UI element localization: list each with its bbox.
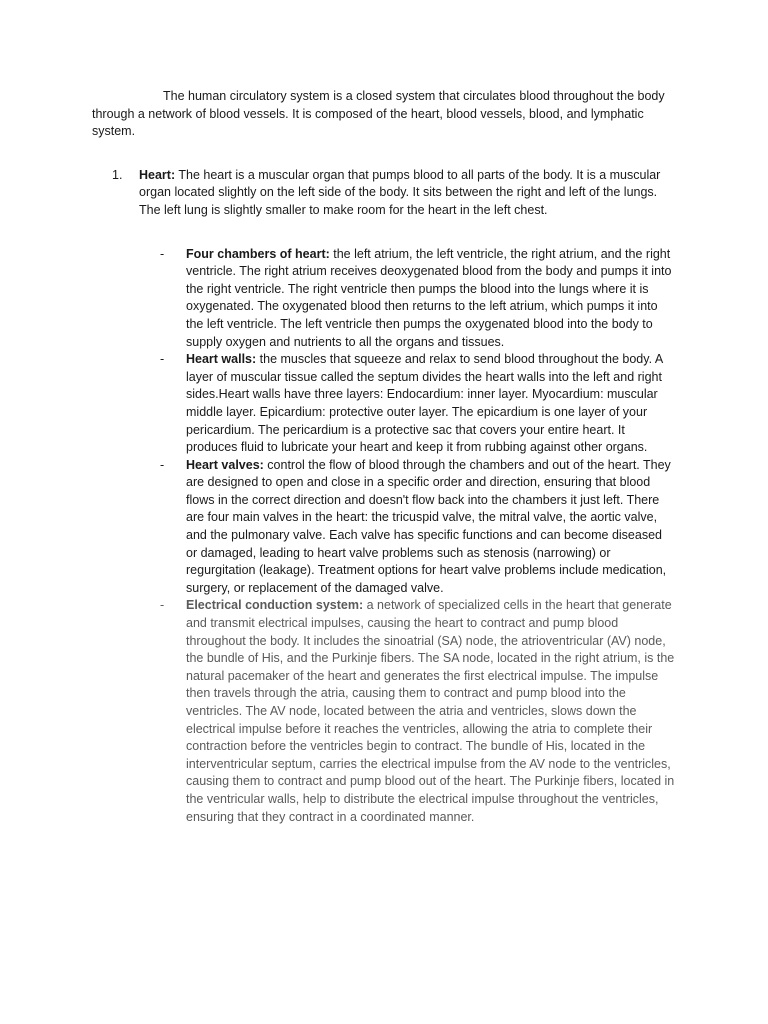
bullet-title-electrical: Electrical conduction system:: [186, 598, 364, 613]
numbered-item-heart: [92, 167, 676, 220]
bullet-text-electrical: a network of specialized cells in the heart that generate and transmit electrical impulses, causing the heart to contract and pump blood throughout the body. It includes the sinoatrial (SA) node, the atrioventricular (AV) node, the bundle of His, and the Purkinje fibers. The SA node, located in the right atrium, is the natural pacemaker of the heart and generates the first electrical impulse. The impulse then travels through the atria, causing them to contract and pump blood into the ventricles. The AV node, located between the atria and ventricles, slows down the electrical impulse before it reaches the ventricles, allowing the atria to complete their contraction before the ventricles begin to contract. The bundle of His, located in the interventricular septum, carries the electrical impulse from the AV node to the ventricles, causing them to contract and pump blood out of the heart. The Purkinje fibers, located in the ventricular walls, help to distribute the electrical impulse throughout the ventricles, ensuring that they contract in a coordinated manner.: [186, 598, 675, 824]
item-text-heart: The heart is a muscular organ that pumps blood to all parts of the body. It is a muscular organ located slightly on the left side of the body. It sits between the right and left of the lungs. The left lung is slightly smaller to make room for the heart in the left chest.: [139, 167, 661, 217]
bullet-text-valves: control the flow of blood through the chambers and out of the heart. They are designed to open and close in a specific order and direction, ensuring that blood flows in the correct direction and doesn't flow back into the chambers it just left. There are four main valves in the heart: the tricuspid valve, the mitral valve, the aortic valve, and the pulmonary valve. Each valve has specific functions and can become diseased or damaged, leading to heart valve problems such as stenosis (narrowing) or regurgitation (leakage). Treatment options for heart valve problems include medication, surgery, or replacement of the damaged valve.: [186, 457, 671, 595]
bullet-list: [92, 246, 676, 827]
bullet-dash: -: [160, 598, 165, 613]
bullet-dash: -: [160, 457, 165, 472]
bullet-title-chambers: Four chambers of heart:: [186, 246, 330, 261]
bullet-item-electrical: [160, 597, 676, 826]
item-number: 1.: [112, 167, 123, 182]
bullet-text-walls: the muscles that squeeze and relax to send blood throughout the body. A layer of muscular tissue called the septum divides the heart walls into the left and right sides.Heart walls have three layers: Endocardium: inner layer. Myocardium: muscular middle layer. Epicardium: protective outer layer. The epicardium is one layer of your pericardium. The pericardium is a protective sac that covers your entire heart. It produces fluid to lubricate your heart and keep it from rubbing against other organs.: [186, 352, 663, 455]
bullet-item-valves: [160, 457, 676, 598]
intro-paragraph: The human circulatory system is a closed system that circulates blood throughout the body through a network of blood vessels. It is composed of the heart, blood vessels, blood, and lymphatic system.: [92, 89, 665, 139]
bullet-title-valves: Heart valves:: [186, 457, 264, 472]
bullet-item-chambers: [160, 246, 676, 352]
bullet-dash: -: [160, 352, 165, 367]
bullet-item-walls: [160, 351, 676, 457]
item-title-heart: Heart:: [139, 167, 176, 182]
bullet-title-walls: Heart walls:: [186, 352, 257, 367]
bullet-text-chambers: the left atrium, the left ventricle, the right atrium, and the right ventricle. The right atrium receives deoxygenated blood from the body and pumps it into the right ventricle. The right ventricle then pumps the blood into the lungs where it is oxygenated. The oxygenated blood then returns to the left atrium, which pumps it into the left ventricle. The left ventricle then pumps the oxygenated blood into the body to supply oxygen and nutrients to all the organs and tissues.: [186, 246, 672, 349]
bullet-dash: -: [160, 246, 165, 261]
